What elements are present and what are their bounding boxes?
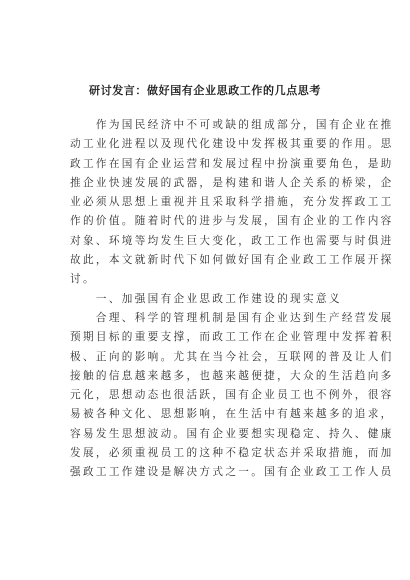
body-line: 极、正向的影响。尤其在当今社会，互联网的普及让人们 — [70, 350, 394, 363]
body-line: 作为国民经济中不可或缺的组成部分，国有企业在推 — [70, 119, 394, 131]
section-heading: 一、加强国有企业思政工作建设的现实意义 — [70, 292, 342, 305]
body-line: 元化，思想动态也很活跃，国有企业员工也不例外，很容 — [70, 389, 394, 402]
body-line: 对象、环境等均发生巨大变化，政工工作也需要与时俱进 — [70, 234, 394, 247]
body-line: 故此，本文就新时代下如何做好国有企业政工工作展开探 — [70, 254, 394, 267]
document-body — [70, 116, 394, 483]
body-line: 易被各种文化、思想影响，在生活中有越来越多的追求， — [70, 408, 394, 421]
body-line: 合理、科学的管理机制是国有企业达到生产经营发展 — [70, 311, 394, 324]
document-title: 研讨发言：做好国有企业思政工作的几点思考 — [89, 84, 321, 97]
body-line: 发展，必须重视员工的这种不稳定状态并采取措施，而加 — [70, 447, 394, 460]
body-line: 业必须从思想上重视并且采取科学措施，充分发挥政工工 — [70, 196, 394, 209]
body-line: 作的价值。随着时代的进步与发展，国有企业的工作内容 — [70, 215, 394, 228]
body-line: 容易发生思想波动。国有企业要想实现稳定、持久、健康 — [70, 427, 394, 440]
body-line: 接触的信息越来越多，也越来越便捷，大众的生活趋向多 — [70, 369, 394, 382]
body-line: 推企业快速发展的武器，是构建和谐人企关系的桥梁，企 — [70, 176, 394, 189]
body-line: 讨。 — [70, 273, 96, 286]
body-line: 动工业化进程以及现代化建设中发挥极其重要的作用。思 — [70, 138, 394, 151]
body-line: 强政工工作建设是解决方式之一。国有企业政工工作人员 — [70, 466, 394, 479]
body-line: 政工作在国有企业运营和发展过程中扮演重要角色，是助 — [70, 157, 394, 170]
body-line: 预期目标的重要支撑，而政工工作在企业管理中发挥着积 — [70, 331, 394, 344]
